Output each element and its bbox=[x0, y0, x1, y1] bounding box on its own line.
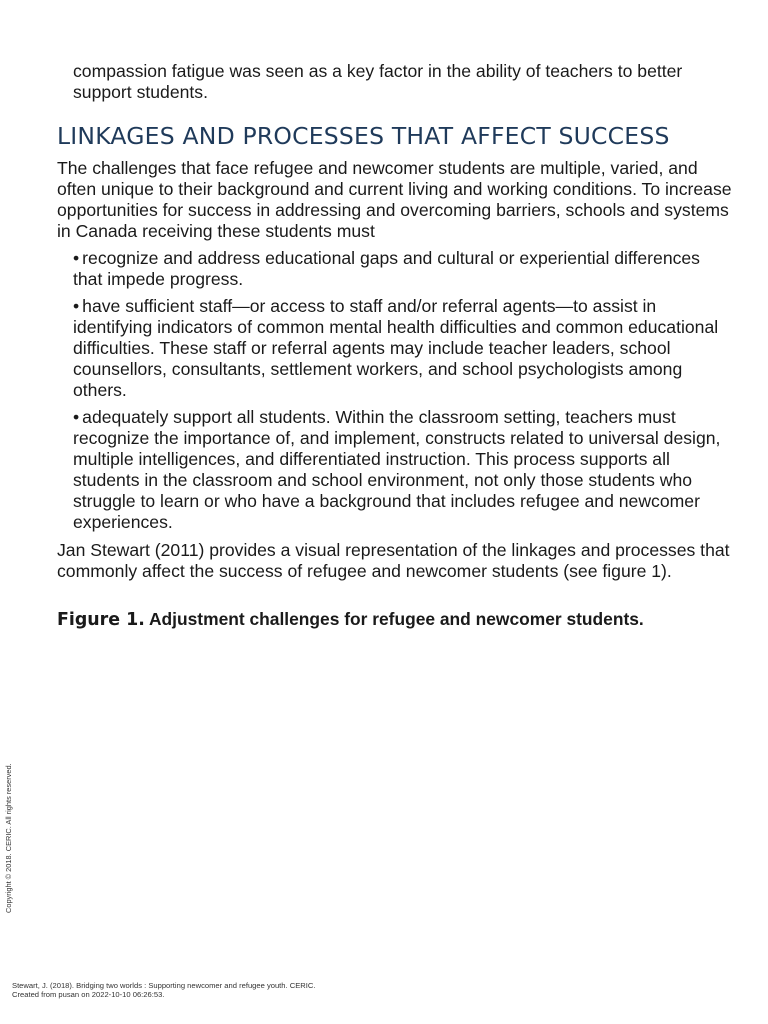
bullet-marker: • bbox=[73, 296, 80, 316]
paragraph-stewart: Jan Stewart (2011) provides a visual representation of the linkages and processes that commonly affect the success of refugee and newcomer students (see figure 1). bbox=[57, 540, 730, 581]
list-item-text: have sufficient staff—or access to staff and/or referral agents—to assist in identifying indicators of common mental health difficulties and common educational difficulties. These staff or referral agents may include teacher leaders, school counsellors, consultants, settlement workers, and school psychologists among others. bbox=[73, 296, 719, 400]
list-item-text: recognize and address educational gaps and cultural or experiential differences that impede progress. bbox=[73, 248, 700, 289]
list-item-text: adequately support all students. Within the classroom setting, teachers must recognize the importance of, and implement, constructs related to universal design, multiple intelligences, and differentiated instruction. This process supports all students in the classroom and school environment, not only those students who struggle to learn or who have a background that includes refugee and newcomer experiences. bbox=[73, 407, 721, 532]
page-footer bbox=[12, 981, 315, 999]
paragraph-challenges: The challenges that face refugee and newcomer students are multiple, varied, and often unique to their background and current living and working conditions. To increase opportunities for success in addressing and overcoming barriers, schools and systems in Canada receiving these students must bbox=[57, 158, 732, 241]
figure-placeholder bbox=[57, 640, 733, 940]
footer-citation: Stewart, J. (2018). Bridging two worlds : Supporting newcomer and refugee youth. CERIC. bbox=[12, 981, 316, 990]
bullet-marker: • bbox=[73, 407, 80, 427]
section-heading: LINKAGES AND PROCESSES THAT AFFECT SUCCESS bbox=[57, 122, 670, 150]
bullet-marker: • bbox=[73, 248, 80, 268]
figure-caption-text: Adjustment challenges for refugee and newcomer students. bbox=[149, 609, 644, 629]
list-item bbox=[73, 296, 728, 401]
footer-created: Created from pusan on 2022-10-10 06:26:53. bbox=[12, 990, 165, 999]
figure-caption bbox=[57, 608, 733, 631]
copyright-notice: Copyright © 2018. CERIC. All rights reserved. bbox=[4, 763, 13, 913]
intro-continuation: compassion fatigue was seen as a key factor in the ability of teachers to better support students. bbox=[73, 60, 683, 102]
list-item bbox=[73, 248, 728, 290]
requirements-list bbox=[73, 248, 728, 539]
figure-label: Figure 1. bbox=[57, 610, 145, 630]
list-item bbox=[73, 407, 728, 533]
